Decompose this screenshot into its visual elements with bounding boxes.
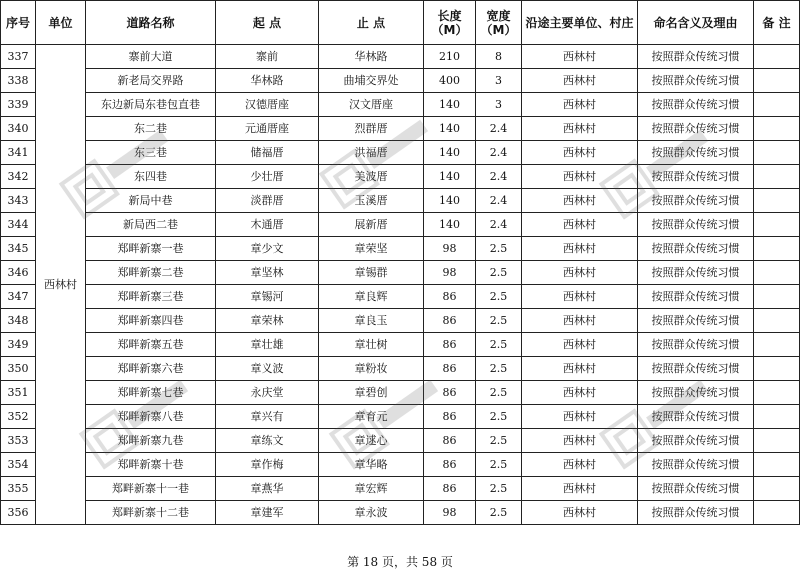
start-point-cell: 章荣林 (216, 309, 319, 333)
start-point-cell: 章坚林 (216, 261, 319, 285)
table-row (1, 357, 800, 381)
naming-meaning-cell: 按照群众传统习惯 (638, 45, 754, 69)
length-cell: 86 (424, 405, 476, 429)
width-cell: 2.5 (476, 357, 522, 381)
end-point-cell: 章宏辉 (319, 477, 424, 501)
seq-cell: 355 (1, 477, 36, 501)
table-row (1, 285, 800, 309)
remark-cell (754, 429, 800, 453)
along-route-cell: 西林村 (522, 165, 638, 189)
table-row (1, 333, 800, 357)
road-name-cell: 郑畔新寨六巷 (86, 357, 216, 381)
header-width: 宽度 （M） (476, 1, 522, 45)
seq-cell: 349 (1, 333, 36, 357)
page-number-footer: 第 18 页，共 58 页 (347, 555, 453, 569)
end-point-cell: 章华略 (319, 453, 424, 477)
header-unit: 单位 (36, 1, 86, 45)
along-route-cell: 西林村 (522, 45, 638, 69)
end-point-cell: 章壮树 (319, 333, 424, 357)
naming-meaning-cell: 按照群众传统习惯 (638, 501, 754, 525)
remark-cell (754, 357, 800, 381)
width-cell: 2.5 (476, 453, 522, 477)
start-point-cell: 章建军 (216, 501, 319, 525)
road-name-cell: 东三巷 (86, 141, 216, 165)
table-row (1, 213, 800, 237)
end-point-cell: 汉文厝座 (319, 93, 424, 117)
end-point-cell: 章粉妆 (319, 357, 424, 381)
seq-cell: 354 (1, 453, 36, 477)
start-point-cell: 永庆堂 (216, 381, 319, 405)
road-name-cell: 郑畔新寨四巷 (86, 309, 216, 333)
seq-cell: 353 (1, 429, 36, 453)
naming-meaning-cell: 按照群众传统习惯 (638, 309, 754, 333)
naming-meaning-cell: 按照群众传统习惯 (638, 381, 754, 405)
start-point-cell: 章作梅 (216, 453, 319, 477)
header-naming-meaning: 命名含义及理由 (638, 1, 754, 45)
road-name-cell: 郑畔新寨七巷 (86, 381, 216, 405)
start-point-cell: 章少文 (216, 237, 319, 261)
length-cell: 86 (424, 429, 476, 453)
length-cell: 86 (424, 357, 476, 381)
start-point-cell: 汉德厝座 (216, 93, 319, 117)
road-name-cell: 郑畔新寨九巷 (86, 429, 216, 453)
remark-cell (754, 141, 800, 165)
road-name-cell: 郑畔新寨二巷 (86, 261, 216, 285)
seq-cell: 339 (1, 93, 36, 117)
length-cell: 86 (424, 381, 476, 405)
width-cell: 2.5 (476, 237, 522, 261)
remark-cell (754, 405, 800, 429)
width-cell: 2.4 (476, 141, 522, 165)
along-route-cell: 西林村 (522, 309, 638, 333)
table-row (1, 237, 800, 261)
seq-cell: 352 (1, 405, 36, 429)
road-name-cell: 新局中巷 (86, 189, 216, 213)
width-cell: 3 (476, 93, 522, 117)
remark-cell (754, 213, 800, 237)
start-point-cell: 木通厝 (216, 213, 319, 237)
length-cell: 140 (424, 165, 476, 189)
seq-cell: 351 (1, 381, 36, 405)
naming-meaning-cell: 按照群众传统习惯 (638, 357, 754, 381)
table-row (1, 189, 800, 213)
seq-cell: 341 (1, 141, 36, 165)
width-cell: 2.4 (476, 213, 522, 237)
start-point-cell: 章兴有 (216, 405, 319, 429)
end-point-cell: 华林路 (319, 45, 424, 69)
table-row (1, 453, 800, 477)
end-point-cell: 章锡群 (319, 261, 424, 285)
naming-meaning-cell: 按照群众传统习惯 (638, 405, 754, 429)
length-cell: 86 (424, 453, 476, 477)
table-row (1, 45, 800, 69)
seq-cell: 345 (1, 237, 36, 261)
road-name-cell: 郑畔新寨三巷 (86, 285, 216, 309)
header-end-point: 止 点 (319, 1, 424, 45)
road-name-cell: 郑畔新寨一巷 (86, 237, 216, 261)
length-cell: 140 (424, 213, 476, 237)
seq-cell: 350 (1, 357, 36, 381)
width-cell: 2.4 (476, 117, 522, 141)
table-row (1, 477, 800, 501)
end-point-cell: 曲埔交界处 (319, 69, 424, 93)
seq-cell: 347 (1, 285, 36, 309)
naming-meaning-cell: 按照群众传统习惯 (638, 141, 754, 165)
naming-meaning-cell: 按照群众传统习惯 (638, 453, 754, 477)
table-row (1, 501, 800, 525)
table-row (1, 405, 800, 429)
naming-meaning-cell: 按照群众传统习惯 (638, 477, 754, 501)
table-header-row (1, 1, 800, 45)
length-cell: 400 (424, 69, 476, 93)
header-length: 长度 （M） (424, 1, 476, 45)
start-point-cell: 章燕华 (216, 477, 319, 501)
seq-cell: 344 (1, 213, 36, 237)
naming-meaning-cell: 按照群众传统习惯 (638, 285, 754, 309)
end-point-cell: 玉溪厝 (319, 189, 424, 213)
length-cell: 98 (424, 237, 476, 261)
seq-cell: 337 (1, 45, 36, 69)
remark-cell (754, 477, 800, 501)
along-route-cell: 西林村 (522, 381, 638, 405)
along-route-cell: 西林村 (522, 501, 638, 525)
start-point-cell: 章义波 (216, 357, 319, 381)
width-cell: 2.5 (476, 405, 522, 429)
length-cell: 86 (424, 333, 476, 357)
end-point-cell: 章永波 (319, 501, 424, 525)
end-point-cell: 章逑心 (319, 429, 424, 453)
remark-cell (754, 381, 800, 405)
road-name-cell: 郑畔新寨八巷 (86, 405, 216, 429)
road-name-cell: 郑畔新寨五巷 (86, 333, 216, 357)
remark-cell (754, 93, 800, 117)
remark-cell (754, 333, 800, 357)
road-name-cell: 郑畔新寨十二巷 (86, 501, 216, 525)
remark-cell (754, 69, 800, 93)
road-name-cell: 新局西二巷 (86, 213, 216, 237)
along-route-cell: 西林村 (522, 261, 638, 285)
end-point-cell: 章碧创 (319, 381, 424, 405)
naming-meaning-cell: 按照群众传统习惯 (638, 117, 754, 141)
along-route-cell: 西林村 (522, 237, 638, 261)
naming-meaning-cell: 按照群众传统习惯 (638, 261, 754, 285)
start-point-cell: 储福厝 (216, 141, 319, 165)
along-route-cell: 西林村 (522, 285, 638, 309)
naming-meaning-cell: 按照群众传统习惯 (638, 333, 754, 357)
end-point-cell: 洪福厝 (319, 141, 424, 165)
length-cell: 86 (424, 309, 476, 333)
start-point-cell: 少壮厝 (216, 165, 319, 189)
end-point-cell: 章良玉 (319, 309, 424, 333)
remark-cell (754, 189, 800, 213)
width-cell: 2.5 (476, 309, 522, 333)
seq-cell: 340 (1, 117, 36, 141)
table-row (1, 429, 800, 453)
along-route-cell: 西林村 (522, 477, 638, 501)
along-route-cell: 西林村 (522, 453, 638, 477)
along-route-cell: 西林村 (522, 141, 638, 165)
width-cell: 2.4 (476, 189, 522, 213)
seq-cell: 343 (1, 189, 36, 213)
width-cell: 2.5 (476, 501, 522, 525)
naming-meaning-cell: 按照群众传统习惯 (638, 93, 754, 117)
table-row (1, 93, 800, 117)
road-name-cell: 东二巷 (86, 117, 216, 141)
end-point-cell: 章荣坚 (319, 237, 424, 261)
naming-meaning-cell: 按照群众传统习惯 (638, 69, 754, 93)
seq-cell: 346 (1, 261, 36, 285)
seq-cell: 348 (1, 309, 36, 333)
width-cell: 2.4 (476, 165, 522, 189)
road-name-cell: 寨前大道 (86, 45, 216, 69)
along-route-cell: 西林村 (522, 93, 638, 117)
naming-meaning-cell: 按照群众传统习惯 (638, 165, 754, 189)
table-row (1, 117, 800, 141)
along-route-cell: 西林村 (522, 405, 638, 429)
start-point-cell: 章壮雄 (216, 333, 319, 357)
length-cell: 98 (424, 501, 476, 525)
header-road-name: 道路名称 (86, 1, 216, 45)
width-cell: 2.5 (476, 261, 522, 285)
remark-cell (754, 117, 800, 141)
width-cell: 2.5 (476, 285, 522, 309)
start-point-cell: 淡群厝 (216, 189, 319, 213)
table-row (1, 381, 800, 405)
road-name-cell: 东边新局东巷包直巷 (86, 93, 216, 117)
road-name-cell: 郑畔新寨十巷 (86, 453, 216, 477)
table-body (1, 45, 800, 525)
length-cell: 210 (424, 45, 476, 69)
header-along-route: 沿途主要单位、村庄 (522, 1, 638, 45)
length-cell: 140 (424, 141, 476, 165)
along-route-cell: 西林村 (522, 333, 638, 357)
length-cell: 140 (424, 117, 476, 141)
length-cell: 86 (424, 477, 476, 501)
unit-cell: 西林村 (36, 45, 86, 525)
remark-cell (754, 45, 800, 69)
width-cell: 2.5 (476, 429, 522, 453)
end-point-cell: 美波厝 (319, 165, 424, 189)
table-row (1, 309, 800, 333)
remark-cell (754, 309, 800, 333)
road-name-cell: 郑畔新寨十一巷 (86, 477, 216, 501)
width-cell: 2.5 (476, 381, 522, 405)
seq-cell: 342 (1, 165, 36, 189)
table-row (1, 165, 800, 189)
end-point-cell: 章良辉 (319, 285, 424, 309)
start-point-cell: 章练文 (216, 429, 319, 453)
length-cell: 140 (424, 189, 476, 213)
start-point-cell: 寨前 (216, 45, 319, 69)
header-seq: 序号 (1, 1, 36, 45)
remark-cell (754, 453, 800, 477)
along-route-cell: 西林村 (522, 117, 638, 141)
remark-cell (754, 261, 800, 285)
length-cell: 98 (424, 261, 476, 285)
along-route-cell: 西林村 (522, 213, 638, 237)
along-route-cell: 西林村 (522, 189, 638, 213)
end-point-cell: 章育元 (319, 405, 424, 429)
along-route-cell: 西林村 (522, 69, 638, 93)
seq-cell: 356 (1, 501, 36, 525)
length-cell: 86 (424, 285, 476, 309)
end-point-cell: 展新厝 (319, 213, 424, 237)
width-cell: 3 (476, 69, 522, 93)
header-remark: 备 注 (754, 1, 800, 45)
remark-cell (754, 165, 800, 189)
width-cell: 8 (476, 45, 522, 69)
remark-cell (754, 285, 800, 309)
naming-meaning-cell: 按照群众传统习惯 (638, 237, 754, 261)
remark-cell (754, 237, 800, 261)
seq-cell: 338 (1, 69, 36, 93)
remark-cell (754, 501, 800, 525)
table-row (1, 69, 800, 93)
start-point-cell: 元通厝座 (216, 117, 319, 141)
naming-meaning-cell: 按照群众传统习惯 (638, 429, 754, 453)
road-name-cell: 东四巷 (86, 165, 216, 189)
along-route-cell: 西林村 (522, 357, 638, 381)
naming-meaning-cell: 按照群众传统习惯 (638, 189, 754, 213)
table-row (1, 141, 800, 165)
along-route-cell: 西林村 (522, 429, 638, 453)
start-point-cell: 华林路 (216, 69, 319, 93)
start-point-cell: 章锡河 (216, 285, 319, 309)
road-name-cell: 新老局交界路 (86, 69, 216, 93)
length-cell: 140 (424, 93, 476, 117)
end-point-cell: 烈群厝 (319, 117, 424, 141)
header-start-point: 起 点 (216, 1, 319, 45)
table-row (1, 261, 800, 285)
width-cell: 2.5 (476, 477, 522, 501)
naming-meaning-cell: 按照群众传统习惯 (638, 213, 754, 237)
width-cell: 2.5 (476, 333, 522, 357)
